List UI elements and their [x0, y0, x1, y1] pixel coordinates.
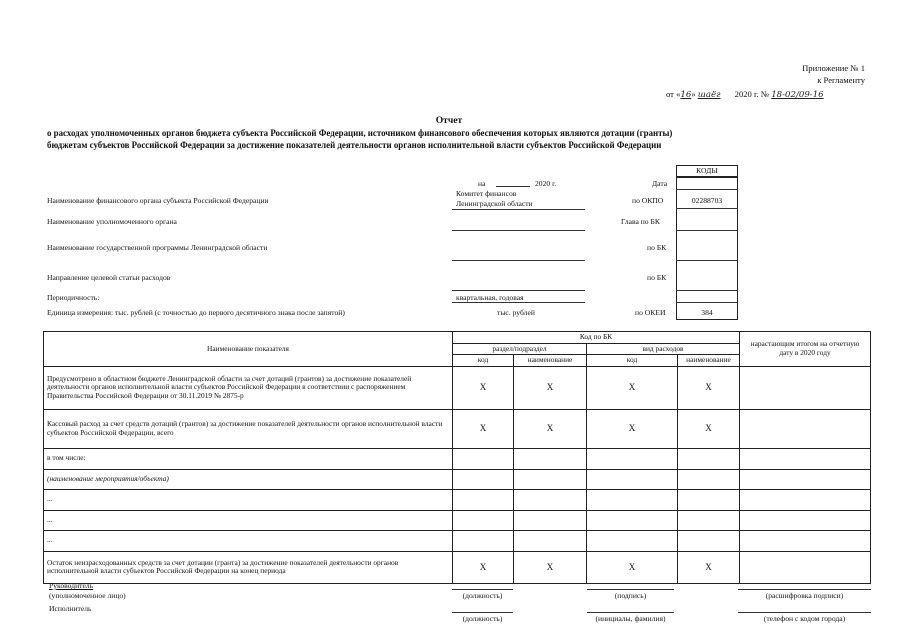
x-mark: X [678, 366, 740, 409]
unit-label: Единица измерения: тыс. рублей (с точностью до первого десятичного знака после запятой) [47, 308, 345, 317]
value-cell [740, 409, 871, 448]
row-label: ... [44, 510, 453, 530]
col-expense-code: код [587, 355, 678, 367]
col-name-header: Наименование показателя [44, 332, 453, 367]
x-mark: X [587, 366, 678, 409]
auth-org-label: Наименование уполномоченного органа [47, 217, 177, 226]
bk-label-2: по БК [647, 273, 667, 282]
period-value: квартальная, годовая [456, 293, 524, 302]
regulation-label: к Регламенту [817, 75, 865, 85]
codes-header: КОДЫ [696, 166, 718, 175]
x-mark: X [514, 366, 587, 409]
table-row [44, 530, 871, 551]
position-caption: (должность) [462, 591, 503, 600]
position2-caption: (должность) [462, 614, 503, 623]
date-prefix: от « [666, 89, 681, 99]
x-mark: X [453, 366, 514, 409]
date-day: 16 [680, 90, 692, 100]
bk-label-1: по БК [647, 243, 667, 252]
x-mark: X [514, 551, 587, 583]
row-label: (наименование мероприятия/объекта) [44, 469, 453, 489]
x-mark: X [514, 409, 587, 448]
report-subtitle-2: бюджетам субъектов Российской Федерации за достижение показателей деятельности органов исполнительной власти субъектов Российской Федерации [47, 140, 662, 150]
appendix-label: Приложение № 1 [802, 63, 865, 73]
date-month: шаёг [697, 90, 721, 100]
program-label: Наименование государственной программы Ленинградской области [47, 243, 268, 252]
x-mark: X [678, 551, 740, 583]
unit-value: тыс. рублей [497, 308, 535, 317]
table-row [44, 551, 871, 583]
row-label: Остаток неизрасходованных средств за счет дотации (гранта) за достижение показателей деятельности органов исполнительной власти субъектов Российской Федерации на конец периода [44, 551, 453, 583]
col-expense-title: наименование [678, 355, 740, 367]
table-row [44, 469, 871, 489]
col-bk-header: Код по БК [453, 332, 740, 344]
head-label: Руководитель [49, 581, 94, 590]
head-sub-label: (уполномоченное лицо) [49, 591, 126, 600]
row-label: Кассовый расход за счет средств дотаций (грантов) за достижение показателей деятельности органов исполнительной власти субъектов Российской Федерации, всего [44, 409, 453, 448]
on-year: 2020 г. [535, 179, 557, 188]
x-mark: X [453, 551, 514, 583]
table-row [44, 448, 871, 469]
col-section-title: наименование [514, 355, 587, 367]
value-cell [740, 551, 871, 583]
value-cell [740, 366, 871, 409]
table-row [44, 409, 871, 448]
glava-label: Глава по БК [621, 217, 660, 226]
table-row [44, 510, 871, 530]
table-row [44, 366, 871, 409]
report-subtitle-1: о расходах уполномоченных органов бюджета субъекта Российской Федерации, источником финансового обеспечения которых являются дотации (гранты) [47, 128, 673, 138]
okpo-label: по ОКПО [632, 196, 664, 205]
x-mark: X [678, 409, 740, 448]
okpo-code: 02288703 [691, 196, 723, 205]
target-label: Направление целевой статьи расходов [47, 273, 171, 282]
row-label: ... [44, 530, 453, 551]
col-section-header: раздел/подраздел [453, 343, 587, 355]
col-expense-header: вид расходов [587, 343, 740, 355]
date-mid: » [691, 89, 696, 99]
x-mark: X [453, 409, 514, 448]
decoding-caption: (расшифровка подписи) [765, 591, 844, 600]
fin-org-label: Наименование финансового органа субъекта Российской Федерации [47, 196, 269, 205]
row-label: в том числе: [44, 448, 453, 469]
period-label: Периодичность: [47, 293, 100, 302]
executor-label: Исполнитель [49, 604, 92, 613]
x-mark: X [587, 551, 678, 583]
date-number: 18-02/09-16 [771, 90, 824, 100]
col-section-code: код [453, 355, 514, 367]
date-year: 2020 г. № [734, 89, 770, 99]
col-total-header: нарастающим итогом на отчетную дату в 2020 году [740, 332, 871, 367]
report-table [43, 331, 871, 584]
x-mark: X [587, 409, 678, 448]
fin-org-value-2: Ленинградской области [456, 199, 533, 208]
row-label: ... [44, 489, 453, 510]
report-title: Отчет [435, 115, 463, 126]
signature-caption: (подпись) [614, 591, 647, 600]
okei-label: по ОКЕИ [635, 308, 666, 317]
row-label: Предусмотрено в областном бюджете Ленинградской области за счет дотаций (грантов) за достижение показателей деятельности органов исполнительной власти субъектов Российской Федерации в соответствии с распоряжением Правительства Российской Федерации от 30.11.2019 № 2875-р [44, 366, 453, 409]
okei-code: 384 [701, 308, 713, 317]
on-label: на [478, 179, 486, 188]
initials-caption: (инициалы, фамилия) [595, 614, 666, 623]
fin-org-value-1: Комитет финансов [456, 189, 517, 198]
date-label: Дата [652, 179, 668, 188]
table-row [44, 489, 871, 510]
phone-caption: (телефон с кодом города) [763, 614, 846, 623]
doc-date-line [666, 89, 824, 100]
